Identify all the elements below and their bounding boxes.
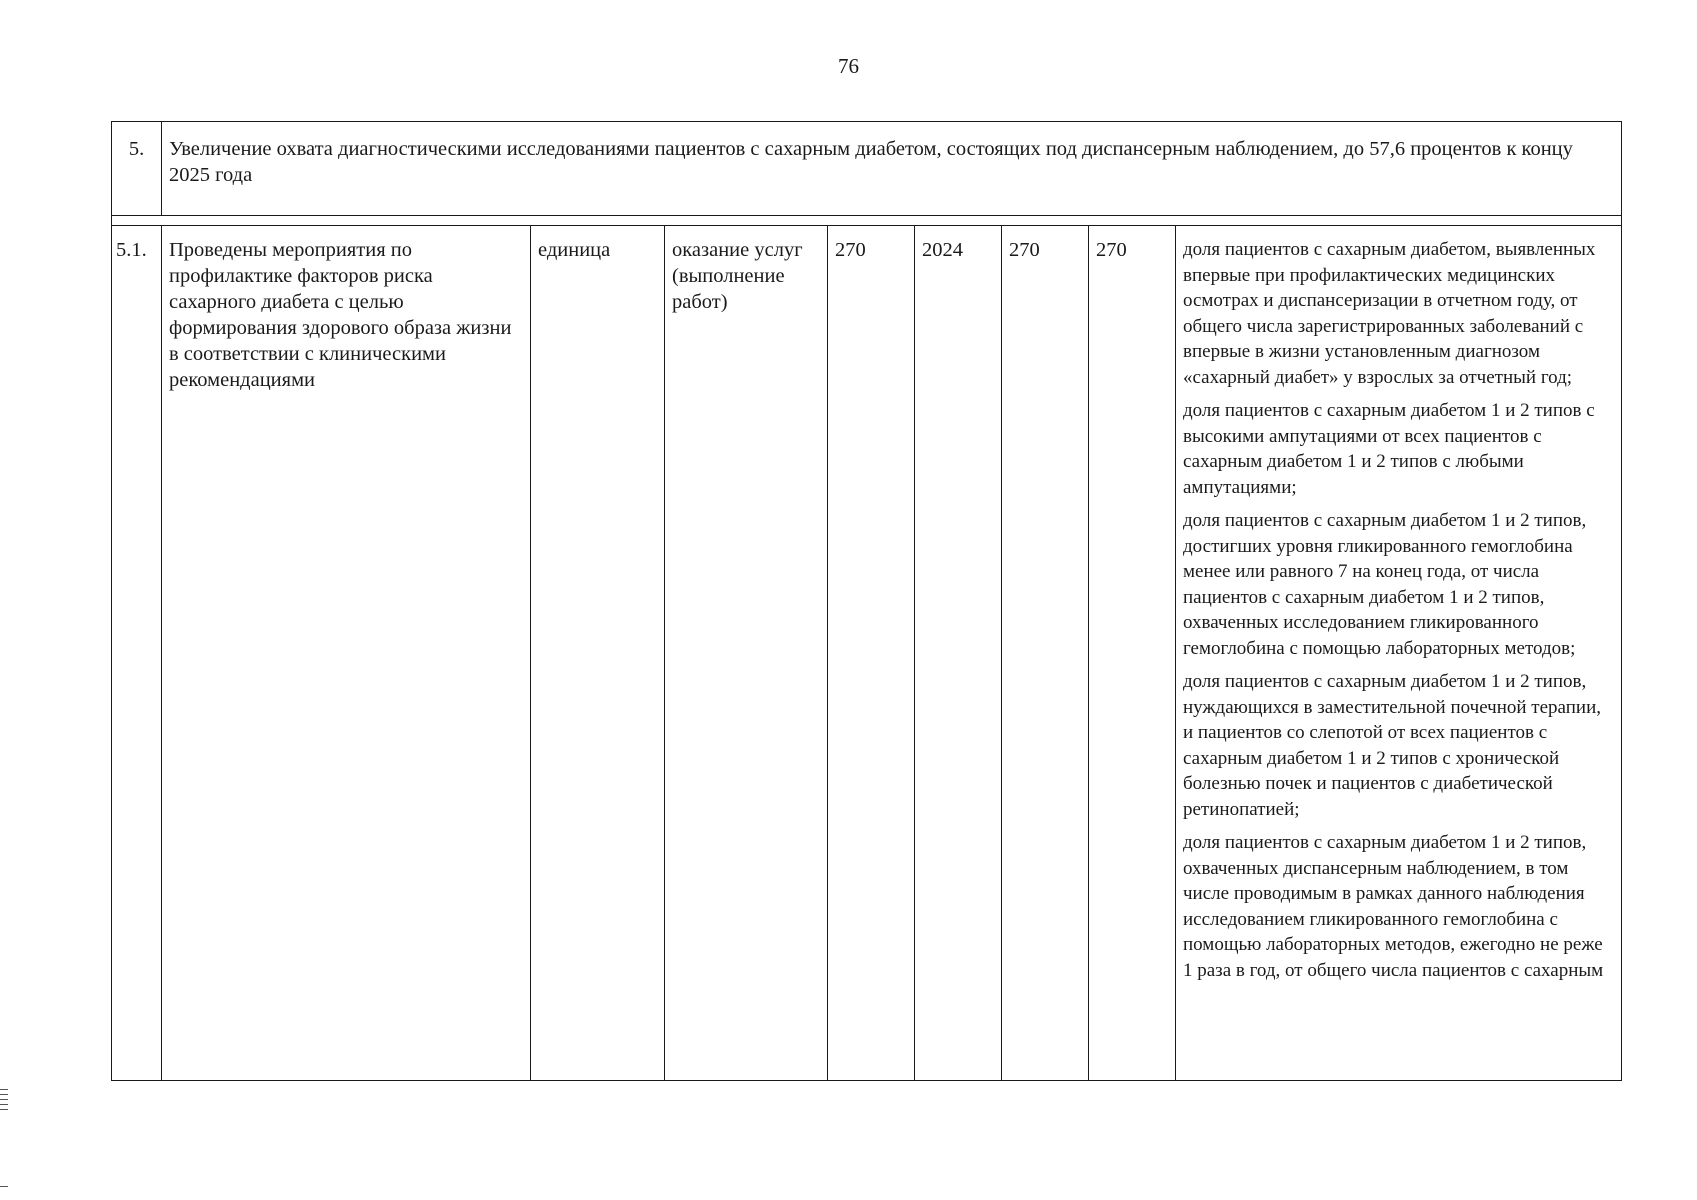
spacer-cell [112,216,1622,226]
indicator-item: доля пациентов с сахарным диабетом 1 и 2 типов, нуждающихся в заместительной почечной терапии, и пациентов со слепотой от всех пациентов с сахарным диабетом 1 и 2 типов с хронической болезнью почек и пациентов с диабетической ретинопатией; [1183,671,1601,820]
value-1-cell: 270 [1002,226,1089,1081]
margin-mark [0,1089,8,1090]
base-year-cell: 2024 [915,226,1002,1081]
indicator-item: доля пациентов с сахарным диабетом 1 и 2 типов, достигших уровня гликированного гемоглобина менее или равного 7 на конец года, от числа пациентов с сахарным диабетом 1 и 2 типов, охваченных исследованием гликированного гемоглобина с помощью лабораторных методов; [1183,510,1587,659]
section-title: Увеличение охвата диагностическими исследованиями пациентов с сахарным диабетом, состоящих под диспансерным наблюдением, до 57,6 процентов к концу 2025 года [162,122,1622,216]
page-number: 76 [838,54,859,78]
type-cell: оказание услуг (выполнение работ) [665,226,828,1081]
margin-mark [0,1099,8,1100]
indicator-item: доля пациентов с сахарным диабетом 1 и 2 типов, охваченных диспансерным наблюдением, в том числе проводимым в рамках данного наблюдения исследованием гликированного гемоглобина с помощью лабораторных методов, ежегодно не реже 1 раза в год, от общего числа пациентов с сахарным [1183,832,1604,981]
result-cell: Проведены мероприятия по профилактике факторов риска сахарного диабета с целью формирования здорового образа жизни в соответствии с клиническими рекомендациями [162,226,531,1081]
section-row [112,122,1622,216]
row-number: 5.1. [112,226,162,1081]
base-value-cell: 270 [828,226,915,1081]
indicator-item: доля пациентов с сахарным диабетом, выявленных впервые при профилактических медицинских осмотрах и диспансеризации в отчетном году, от общего числа зарегистрированных заболеваний с впервые в жизни установленным диагнозом «сахарный диабет» у взрослых за отчетный год; [1183,239,1596,388]
margin-mark [0,1104,8,1105]
unit-cell: единица [531,226,665,1081]
indicator-item: доля пациентов с сахарным диабетом 1 и 2 типов с высокими ампутациями от всех пациентов с сахарным диабетом 1 и 2 типов с любыми ампутациями; [1183,400,1595,498]
indicators-cell [1176,226,1622,1081]
spacer-row [112,216,1622,226]
margin-mark [0,1109,8,1110]
section-number: 5. [112,122,162,216]
table-row [112,226,1622,1081]
measures-table [111,121,1622,1081]
margin-mark [0,1186,8,1187]
value-2-cell: 270 [1089,226,1176,1081]
margin-mark [0,1094,8,1095]
